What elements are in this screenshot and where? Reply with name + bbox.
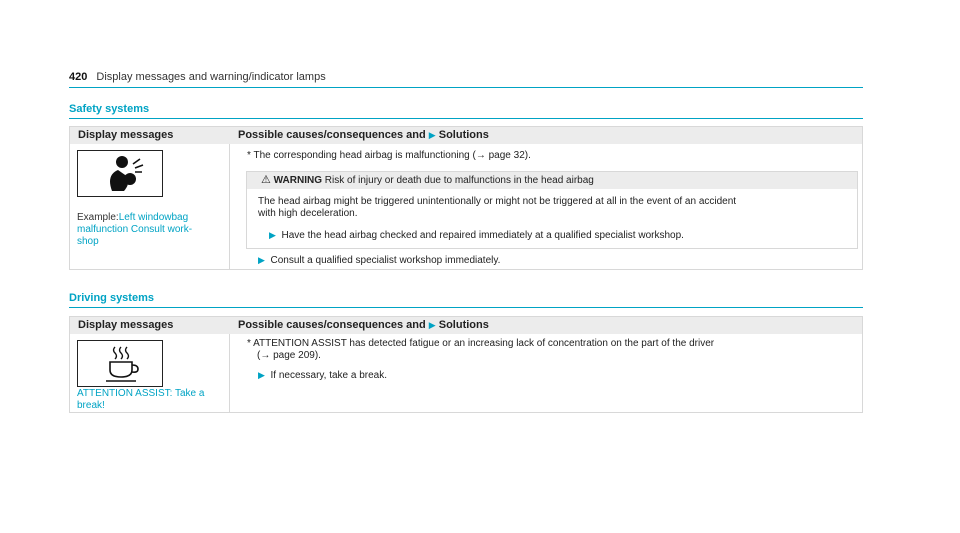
display-message-cell xyxy=(70,144,230,269)
section-rule-driving xyxy=(69,307,863,308)
col-header-causes-text: Possible causes/consequences and xyxy=(238,319,426,331)
col-header-solutions-text: Solutions xyxy=(438,129,489,141)
message-line-1: ATTENTION ASSIST: Take a xyxy=(77,388,205,399)
header-rule xyxy=(69,87,863,88)
solution-step xyxy=(258,255,500,266)
col-header-causes xyxy=(230,127,862,144)
page-number: 420 xyxy=(69,71,88,83)
message-line-2: malfunction Consult work- xyxy=(77,224,193,235)
warning-header xyxy=(247,172,857,189)
col-header-display-messages: Display messages xyxy=(78,319,174,331)
causes-cell xyxy=(230,334,862,412)
display-message-cell xyxy=(70,334,230,412)
message-line-2: break! xyxy=(77,400,105,411)
airbag-icon xyxy=(77,150,163,197)
arrow-icon: ▶ xyxy=(258,370,265,380)
table-safety xyxy=(69,126,863,270)
arrow-icon: ▶ xyxy=(428,130,436,140)
col-header-causes-text: Possible causes/consequences and xyxy=(238,129,426,141)
display-message-text xyxy=(77,388,227,412)
message-line-3: shop xyxy=(77,236,99,247)
display-message-text xyxy=(77,212,227,248)
causes-cell xyxy=(230,144,862,269)
page-header-title: Display messages and warning/indicator lamps xyxy=(96,71,326,83)
arrow-icon: ▶ xyxy=(269,230,276,240)
table-row xyxy=(70,144,862,269)
arrow-icon: ▶ xyxy=(258,255,265,265)
col-header-causes xyxy=(230,317,862,334)
cause-line-2: (→ page 209). xyxy=(257,350,321,361)
table-header xyxy=(70,127,862,144)
table-driving xyxy=(69,316,863,413)
arrow-icon: ▶ xyxy=(428,320,436,330)
warning-body-line-1: The head airbag might be triggered unintentionally or might not be triggered at all in the event of an accident xyxy=(258,196,737,207)
warning-step xyxy=(269,230,684,241)
section-rule-safety xyxy=(69,118,863,119)
solution-text: Consult a qualified specialist workshop immediately. xyxy=(270,255,501,266)
solution-text: If necessary, take a break. xyxy=(270,370,388,381)
table-row xyxy=(70,334,862,412)
table-header xyxy=(70,317,862,334)
solution-step xyxy=(258,370,387,381)
warning-label: WARNING xyxy=(273,175,322,186)
warning-text: Risk of injury or death due to malfunctions in the head airbag xyxy=(324,175,594,186)
message-line-1: Left windowbag xyxy=(118,212,189,223)
cause-line-1: * ATTENTION ASSIST has detected fatigue or an increasing lack of concentration on the part of the driver xyxy=(247,338,715,349)
warning-step-text: Have the head airbag checked and repaired immediately at a qualified specialist workshop. xyxy=(281,230,684,241)
col-header-display-messages: Display messages xyxy=(78,129,174,141)
page-header xyxy=(69,71,326,83)
example-label: Example: xyxy=(77,212,119,223)
section-title-safety: Safety systems xyxy=(69,103,150,115)
warning-triangle-icon: ⚠ xyxy=(261,174,271,186)
col-header-solutions-text: Solutions xyxy=(438,319,489,331)
coffee-cup-icon xyxy=(77,340,163,387)
warning-box xyxy=(246,171,858,249)
cause-text: * The corresponding head airbag is malfunctioning (→ page 32). xyxy=(247,150,531,161)
warning-body-line-2: with high deceleration. xyxy=(258,208,358,219)
section-title-driving: Driving systems xyxy=(69,292,154,304)
